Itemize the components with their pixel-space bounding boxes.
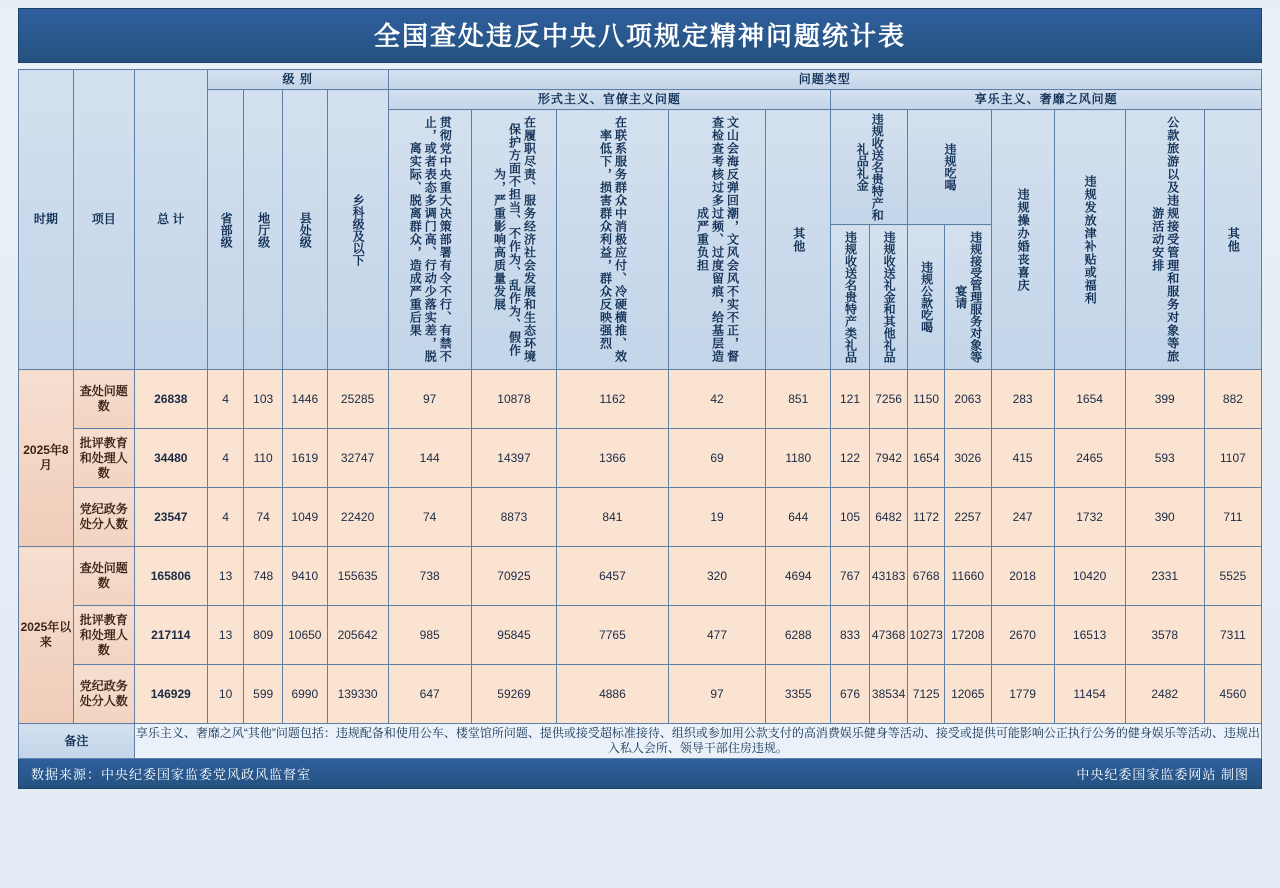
row-label: 批评教育和处理人数 [73, 429, 134, 488]
cell-value: 593 [1125, 429, 1204, 488]
cell-value: 10420 [1054, 547, 1125, 606]
page-root [0, 8, 1280, 888]
cell-value: 13 [207, 547, 244, 606]
col-level-county: 县处级 [282, 90, 327, 370]
cell-value: 74 [244, 488, 283, 547]
cell-value: 1779 [991, 665, 1054, 724]
cell-value: 647 [388, 665, 471, 724]
cell-value: 32747 [327, 429, 388, 488]
cell-value: 2063 [944, 370, 991, 429]
col-dining-banquet: 违规接受管理服务对象等宴请 [944, 225, 991, 370]
cell-value: 12065 [944, 665, 991, 724]
cell-value: 14397 [471, 429, 556, 488]
cell-value: 1107 [1204, 429, 1261, 488]
cell-total: 26838 [134, 370, 207, 429]
cell-value: 415 [991, 429, 1054, 488]
cell-value: 477 [668, 606, 765, 665]
col-level-prefecture: 地厅级 [244, 90, 283, 370]
cell-value: 103 [244, 370, 283, 429]
col-period: 时期 [19, 70, 74, 370]
page-title: 全国查处违反中央八项规定精神问题统计表 [373, 22, 906, 52]
cell-value: 851 [766, 370, 831, 429]
cell-value: 97 [668, 665, 765, 724]
col-group-type: 问题类型 [388, 70, 1261, 90]
cell-value: 1446 [282, 370, 327, 429]
cell-value: 7256 [869, 370, 908, 429]
cell-value: 738 [388, 547, 471, 606]
cell-value: 320 [668, 547, 765, 606]
cell-value: 1180 [766, 429, 831, 488]
col-formalism-4: 文山会海反弹回潮，文风会风不实不正，督查检查考核过多过频、过度留痕，给基层造成严重负担 [668, 110, 765, 370]
cell-total: 23547 [134, 488, 207, 547]
col-formalism-other: 其他 [766, 110, 831, 370]
cell-value: 390 [1125, 488, 1204, 547]
col-allowances: 违规发放津补贴或福利 [1054, 110, 1125, 370]
cell-value: 47368 [869, 606, 908, 665]
col-group-level: 级 别 [207, 70, 388, 90]
cell-value: 3355 [766, 665, 831, 724]
cell-value: 16513 [1054, 606, 1125, 665]
row-label: 党纪政务处分人数 [73, 665, 134, 724]
cell-value: 7765 [557, 606, 669, 665]
col-formalism-1: 贯彻党中央重大决策部署有令不行、有禁不止，或者表态多调门高、行动少落实差，脱离实际、脱离群众，造成严重后果 [388, 110, 471, 370]
cell-value: 1366 [557, 429, 669, 488]
col-gift-cash: 违规收送礼金和其他礼品 [869, 225, 908, 370]
cell-value: 10 [207, 665, 244, 724]
cell-value: 121 [831, 370, 870, 429]
cell-value: 59269 [471, 665, 556, 724]
cell-value: 2465 [1054, 429, 1125, 488]
cell-value: 6457 [557, 547, 669, 606]
cell-value: 69 [668, 429, 765, 488]
period-label-2: 2025年以来 [19, 547, 74, 724]
col-formalism-2: 在履职尽责、服务经济社会发展和生态环境保护方面不担当、不作为、乱作为、假作为，严重影响高质量发展 [471, 110, 556, 370]
cell-total: 34480 [134, 429, 207, 488]
period-label-1: 2025年8月 [19, 370, 74, 547]
col-level-province: 省部级 [207, 90, 244, 370]
row-label: 查处问题数 [73, 370, 134, 429]
row-label: 批评教育和处理人数 [73, 606, 134, 665]
cell-value: 1049 [282, 488, 327, 547]
cell-total: 217114 [134, 606, 207, 665]
cell-value: 7125 [908, 665, 945, 724]
cell-value: 1732 [1054, 488, 1125, 547]
cell-value: 7942 [869, 429, 908, 488]
cell-total: 146929 [134, 665, 207, 724]
cell-value: 11454 [1054, 665, 1125, 724]
table-row [19, 429, 1262, 488]
cell-value: 3578 [1125, 606, 1204, 665]
col-dining-public: 违规公款吃喝 [908, 225, 945, 370]
col-gift-specialty: 违规收送名贵特产类礼品 [831, 225, 870, 370]
chart-credit: 中央纪委国家监委网站 制图 [1076, 767, 1249, 782]
cell-value: 11660 [944, 547, 991, 606]
cell-value: 841 [557, 488, 669, 547]
cell-value: 19 [668, 488, 765, 547]
cell-value: 283 [991, 370, 1054, 429]
cell-value: 1619 [282, 429, 327, 488]
table-row [19, 488, 1262, 547]
cell-value: 17208 [944, 606, 991, 665]
cell-value: 10273 [908, 606, 945, 665]
cell-value: 155635 [327, 547, 388, 606]
page-title-bar [18, 8, 1262, 63]
cell-value: 22420 [327, 488, 388, 547]
row-label: 党纪政务处分人数 [73, 488, 134, 547]
cell-total: 165806 [134, 547, 207, 606]
cell-value: 1162 [557, 370, 669, 429]
cell-value: 6288 [766, 606, 831, 665]
cell-value: 3026 [944, 429, 991, 488]
table-row [19, 665, 1262, 724]
col-group-dining: 违规吃喝 [908, 110, 991, 225]
cell-value: 9410 [282, 547, 327, 606]
cell-value: 1654 [1054, 370, 1125, 429]
cell-value: 205642 [327, 606, 388, 665]
cell-value: 139330 [327, 665, 388, 724]
cell-value: 70925 [471, 547, 556, 606]
cell-value: 97 [388, 370, 471, 429]
cell-value: 2018 [991, 547, 1054, 606]
cell-value: 95845 [471, 606, 556, 665]
cell-value: 5525 [1204, 547, 1261, 606]
cell-value: 110 [244, 429, 283, 488]
cell-value: 10878 [471, 370, 556, 429]
remark-label: 备注 [19, 724, 135, 759]
cell-value: 105 [831, 488, 870, 547]
cell-value: 2670 [991, 606, 1054, 665]
cell-value: 122 [831, 429, 870, 488]
cell-value: 2257 [944, 488, 991, 547]
col-travel: 公款旅游以及违规接受管理和服务对象等旅游活动安排 [1125, 110, 1204, 370]
col-level-township: 乡科级及以下 [327, 90, 388, 370]
cell-value: 43183 [869, 547, 908, 606]
cell-value: 399 [1125, 370, 1204, 429]
col-hedonism-other: 其他 [1204, 110, 1261, 370]
cell-value: 676 [831, 665, 870, 724]
cell-value: 8873 [471, 488, 556, 547]
cell-value: 985 [388, 606, 471, 665]
cell-value: 809 [244, 606, 283, 665]
col-formalism-3: 在联系服务群众中消极应付、冷硬横推、效率低下，损害群众利益，群众反映强烈 [557, 110, 669, 370]
cell-value: 748 [244, 547, 283, 606]
remark-text: 享乐主义、奢靡之风“其他”问题包括：违规配备和使用公车、楼堂馆所问题、提供或接受超标准接待、组织或参加用公款支付的高消费娱乐健身等活动、接受或提供可能影响公正执行公务的健身娱乐等活动、违规出入私人会所、领导干部住房违规。 [134, 724, 1261, 759]
cell-value: 599 [244, 665, 283, 724]
remark-row [19, 724, 1262, 759]
data-source: 数据来源：中央纪委国家监委党风政风监督室 [31, 767, 312, 782]
cell-value: 4886 [557, 665, 669, 724]
cell-value: 767 [831, 547, 870, 606]
statistics-table [18, 69, 1262, 759]
cell-value: 4694 [766, 547, 831, 606]
cell-value: 4560 [1204, 665, 1261, 724]
cell-value: 6768 [908, 547, 945, 606]
cell-value: 882 [1204, 370, 1261, 429]
cell-value: 74 [388, 488, 471, 547]
cell-value: 6482 [869, 488, 908, 547]
cell-value: 4 [207, 370, 244, 429]
cell-value: 1654 [908, 429, 945, 488]
cell-value: 6990 [282, 665, 327, 724]
cell-value: 42 [668, 370, 765, 429]
col-group-formalism: 形式主义、官僚主义问题 [388, 90, 831, 110]
cell-value: 7311 [1204, 606, 1261, 665]
table-row [19, 547, 1262, 606]
row-label: 查处问题数 [73, 547, 134, 606]
cell-value: 1172 [908, 488, 945, 547]
col-weddings: 违规操办婚丧喜庆 [991, 110, 1054, 370]
col-total: 总 计 [134, 70, 207, 370]
cell-value: 10650 [282, 606, 327, 665]
cell-value: 25285 [327, 370, 388, 429]
cell-value: 644 [766, 488, 831, 547]
cell-value: 144 [388, 429, 471, 488]
cell-value: 2482 [1125, 665, 1204, 724]
col-group-hedonism: 享乐主义、奢靡之风问题 [831, 90, 1262, 110]
cell-value: 4 [207, 429, 244, 488]
cell-value: 4 [207, 488, 244, 547]
col-item: 项目 [73, 70, 134, 370]
table-row [19, 606, 1262, 665]
cell-value: 833 [831, 606, 870, 665]
cell-value: 1150 [908, 370, 945, 429]
cell-value: 247 [991, 488, 1054, 547]
cell-value: 711 [1204, 488, 1261, 547]
col-group-gifts: 违规收送名贵特产和礼品礼金 [831, 110, 908, 225]
cell-value: 38534 [869, 665, 908, 724]
cell-value: 13 [207, 606, 244, 665]
cell-value: 2331 [1125, 547, 1204, 606]
table-row [19, 370, 1262, 429]
footer-bar [18, 759, 1262, 789]
